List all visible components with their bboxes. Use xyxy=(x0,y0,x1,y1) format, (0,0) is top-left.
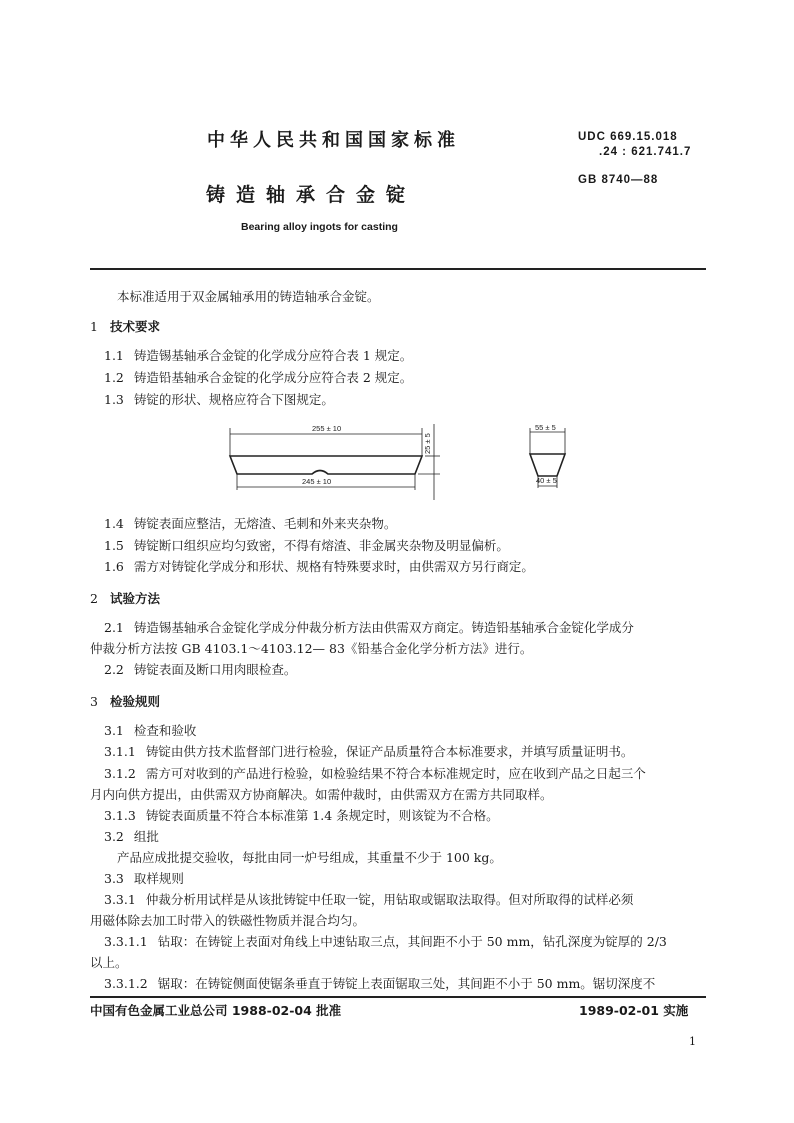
document-title: 铸造轴承合金锭 xyxy=(206,184,417,206)
section-title: 检验规则 xyxy=(109,694,160,709)
udc-code-line1: UDC 669.15.018 xyxy=(578,131,678,143)
clause-3-1-3 xyxy=(104,806,499,826)
clause-3-3 xyxy=(104,869,184,889)
clause-number: 1.5 xyxy=(104,538,124,553)
clause-number: 1.1 xyxy=(104,348,124,363)
clause-1-5 xyxy=(104,536,509,556)
ingot-cross-section xyxy=(530,454,565,476)
clause-number: 3.1.3 xyxy=(104,808,136,823)
clause-3-1-1 xyxy=(104,742,633,762)
clause-number: 3.3.1.1 xyxy=(104,934,148,949)
clause-text: 铸锭由供方技术监督部门进行检验，保证产品质量符合本标准要求，并填写质量证明书。 xyxy=(145,744,634,759)
implementation-date: 1989-02-01 实施 xyxy=(579,1003,689,1018)
clause-text: 铸锭表面质量不符合本标准第 1.4 条规定时，则该锭为不合格。 xyxy=(145,808,499,823)
section-3-heading xyxy=(90,692,160,710)
clause-text: 钻取：在铸锭上表面对角线上中速钻取三点，其间距不小于 50 mm，钻孔深度为锭厚的 2/3 xyxy=(157,934,667,949)
clause-text: 需方可对收到的产品进行检验，如检验结果不符合本标准规定时，应在收到产品之日起三个 xyxy=(145,766,646,781)
dim-height-label: 25 ± 5 xyxy=(423,433,432,454)
dim-section-bottom-label: 40 ± 5 xyxy=(536,476,557,485)
clause-number: 1.4 xyxy=(104,516,124,531)
clause-2-2 xyxy=(104,660,296,680)
clause-number: 3.3 xyxy=(104,871,124,886)
clause-number: 3.3.1 xyxy=(104,892,136,907)
clause-3-3-1-2 xyxy=(104,974,655,994)
section-number: 2 xyxy=(90,591,98,606)
clause-3-3-1-1-line1 xyxy=(104,932,667,952)
section-title: 试验方法 xyxy=(109,591,160,606)
clause-3-1-2-line2: 月内向供方提出，由供需双方协商解决。如需仲裁时，由供需双方在需方共同取样。 xyxy=(90,787,553,802)
clause-number: 1.3 xyxy=(104,392,124,407)
intro-paragraph: 本标准适用于双金属轴承用的铸造轴承合金锭。 xyxy=(117,289,380,304)
section-number: 1 xyxy=(90,319,98,334)
clause-number: 1.2 xyxy=(104,370,124,385)
clause-3-1-2-line1 xyxy=(104,764,646,784)
clause-3-1 xyxy=(104,721,196,741)
clause-text: 铸锭断口组织应均匀致密，不得有熔渣、非金属夹杂物及明显偏析。 xyxy=(133,538,509,553)
clause-number: 3.3.1.2 xyxy=(104,976,148,991)
clause-2-1-line1 xyxy=(104,618,634,638)
clause-text: 锯取：在铸锭侧面使锯条垂直于铸锭上表面锯取三处，其间距不小于 50 mm。锯切深度不 xyxy=(157,976,656,991)
standard-title: 中华人民共和国国家标准 xyxy=(207,130,460,151)
clause-2-1-line2: 仲裁分析方法按 GB 4103.1～4103.12— 83《铅基合金化学分析方法》进行。 xyxy=(90,641,533,656)
clause-text: 铸造铅基轴承合金锭的化学成分应符合表 2 规定。 xyxy=(133,370,413,385)
dim-section-top-label: 55 ± 5 xyxy=(535,423,556,432)
clause-3-2 xyxy=(104,827,159,847)
clause-text: 仲裁分析用试样是从该批铸锭中任取一锭，用钻取或锯取法取得。但对所取得的试样必须 xyxy=(145,892,634,907)
clause-3-2-body: 产品应成批提交验收，每批由同一炉号组成，其重量不少于 100 kg。 xyxy=(117,850,502,865)
clause-text: 检查和验收 xyxy=(133,723,197,738)
clause-number: 2.2 xyxy=(104,662,124,677)
section-1-heading xyxy=(90,317,160,335)
section-number: 3 xyxy=(90,694,98,709)
clause-1-1 xyxy=(104,346,412,366)
approval-line: 中国有色金属工业总公司 1988-02-04 批准 xyxy=(90,1003,342,1018)
clause-text: 铸锭的形状、规格应符合下图规定。 xyxy=(133,392,334,407)
clause-text: 铸造锡基轴承合金锭的化学成分应符合表 1 规定。 xyxy=(133,348,413,363)
clause-1-4 xyxy=(104,514,396,534)
ingot-drawing xyxy=(220,420,580,510)
clause-text: 取样规则 xyxy=(133,871,184,886)
document-title-english: Bearing alloy ingots for casting xyxy=(241,221,398,233)
clause-number: 2.1 xyxy=(104,620,124,635)
clause-text: 铸造锡基轴承合金锭化学成分仲裁分析方法由供需双方商定。铸造铅基轴承合金锭化学成分 xyxy=(133,620,634,635)
ingot-body xyxy=(230,456,422,474)
dim-bottom-label: 245 ± 10 xyxy=(302,477,332,486)
gb-number: GB 8740—88 xyxy=(578,174,659,186)
clause-1-3 xyxy=(104,390,334,410)
clause-number: 3.2 xyxy=(104,829,124,844)
clause-1-2 xyxy=(104,368,412,388)
clause-number: 1.6 xyxy=(104,559,124,574)
clause-number: 3.1 xyxy=(104,723,124,738)
clause-text: 铸锭表面及断口用肉眼检查。 xyxy=(133,662,297,677)
clause-number: 3.1.1 xyxy=(104,744,136,759)
section-title: 技术要求 xyxy=(109,319,160,334)
udc-code-line2: .24 : 621.741.7 xyxy=(599,146,692,158)
footer-rule xyxy=(90,996,706,998)
section-2-heading xyxy=(90,589,160,607)
clause-text: 需方对铸锭化学成分和形状、规格有特殊要求时，由供需双方另行商定。 xyxy=(133,559,534,574)
clause-number: 3.1.2 xyxy=(104,766,136,781)
clause-1-6 xyxy=(104,557,534,577)
clause-3-3-1-1-line2: 以上。 xyxy=(90,955,128,970)
page-number: 1 xyxy=(689,1035,696,1048)
clause-text: 组批 xyxy=(133,829,159,844)
clause-text: 铸锭表面应整洁，无熔渣、毛刺和外来夹杂物。 xyxy=(133,516,397,531)
clause-3-3-1-line2: 用磁体除去加工时带入的铁磁性物质并混合均匀。 xyxy=(90,913,366,928)
header-rule xyxy=(90,268,706,270)
clause-3-3-1-line1 xyxy=(104,890,633,910)
dim-top-label: 255 ± 10 xyxy=(312,424,342,433)
